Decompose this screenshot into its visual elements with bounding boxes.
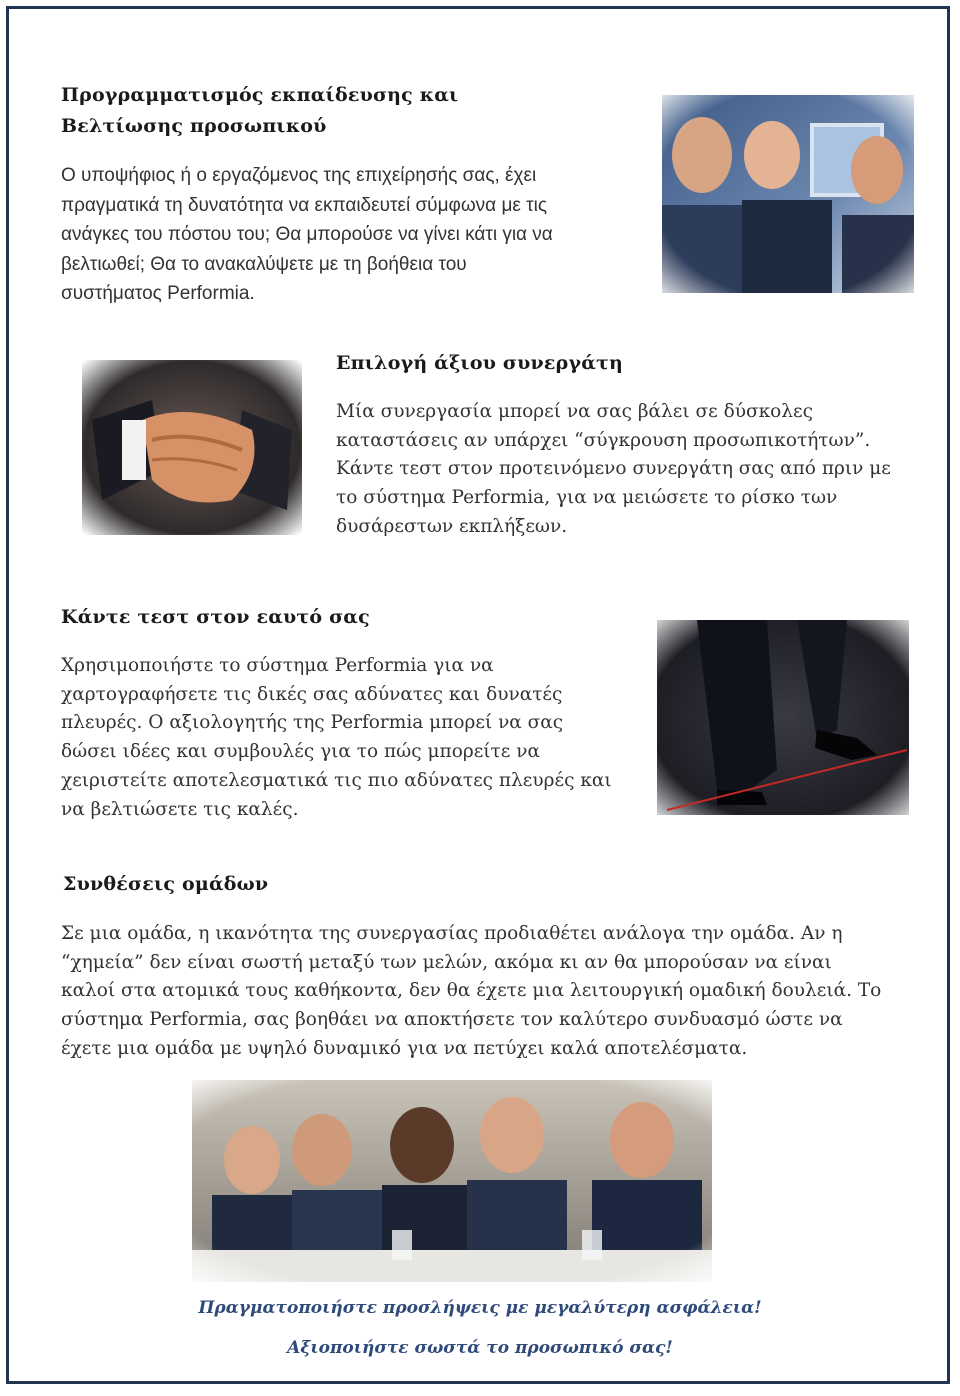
section2-title: Επιλογή άξιου συνεργάτη bbox=[336, 352, 624, 374]
photo-office-colleagues bbox=[662, 95, 914, 293]
slogan-line1: Πραγματοποιήστε προσλήψεις με μεγαλύτερη ασφάλεια! bbox=[198, 1298, 762, 1318]
section3-title: Κάντε τεστ στον εαυτό σας bbox=[61, 606, 370, 628]
section3-body bbox=[61, 652, 612, 824]
section4-line: σύστημα Performia, σας βοηθάει να αποκτήσετε τον καλύτερο συνδυασμό ώστε να bbox=[61, 1009, 843, 1031]
section4-line: Σε μια ομάδα, η ικανότητα της συνεργασίας προδιαθέτει ανάλογα την ομάδα. Αν η bbox=[61, 923, 843, 944]
photo-handshake bbox=[82, 360, 302, 535]
section2-line: καταστάσεις αν υπάρχει “σύγκρουση προσωπικοτήτων”. bbox=[336, 429, 871, 451]
section3-line: χαρτογραφήσετε τις δικές σας αδύνατες και δυνατές bbox=[61, 683, 563, 705]
section1-body bbox=[61, 161, 553, 309]
section3-line: πλευρές. Ο αξιολογητής της Performia μπορεί να σας bbox=[61, 712, 564, 734]
section4-line: “χημεία” δεν είναι σωστή μεταξύ των μελών, ακόμα κι αν θα μπορούσαν να είναι bbox=[61, 951, 832, 973]
photo-walking-leg bbox=[657, 620, 909, 815]
section3-line: Χρησιμοποιήστε το σύστημα Performia για να bbox=[61, 655, 494, 676]
section1-line: πραγματικά τη δυνατότητα να εκπαιδευτεί σύμφωνα με τις bbox=[61, 194, 548, 216]
section1-line: Ο υποψήφιος ή ο εργαζόμενος της επιχείρησής σας, έχει bbox=[61, 165, 537, 186]
section1-line: ανάγκες του πόστου του; Θα μπορούσε να γίνει κάτι για να bbox=[61, 224, 553, 245]
section2-line: Κάντε τεστ στον προτεινόμενο συνεργάτη σας από πριν με bbox=[336, 458, 891, 480]
slogan-line2: Αξιοποιήστε σωστά το προσωπικό σας! bbox=[287, 1338, 673, 1358]
section4-line: έχετε μια ομάδα με υψηλό δυναμικό για να πετύχει καλά αποτελέσματα. bbox=[61, 1037, 748, 1059]
section4-line: καλοί στα ατομικά τους καθήκοντα, δεν θα έχετε μια λειτουργική ομαδική δουλειά. Το bbox=[61, 980, 882, 1002]
section1-title-line1: Προγραμματισμός εκπαίδευσης και bbox=[61, 84, 459, 106]
section2-line: το σύστημα Performia, για να μειώσετε το ρίσκο των bbox=[336, 487, 838, 509]
section4-body bbox=[61, 920, 881, 1064]
section4-title: Συνθέσεις ομάδων bbox=[63, 873, 269, 895]
section2-body bbox=[336, 398, 891, 542]
section1-title-line2: Βελτίωσης προσωπικού bbox=[61, 115, 327, 137]
section3-line: δώσει ιδέες και συμβουλές για το πώς μπορείτε να bbox=[61, 741, 540, 763]
section3-line: χειριστείτε αποτελεσματικά τις πιο αδύνατες πλευρές και bbox=[61, 769, 612, 791]
photo-business-meeting bbox=[192, 1080, 712, 1282]
section2-line: δυσάρεστων εκπλήξεων. bbox=[336, 515, 568, 537]
section3-line: να βελτιώσετε τις καλές. bbox=[61, 798, 299, 820]
section2-line: Μία συνεργασία μπορεί να σας βάλει σε δύσκολες bbox=[336, 401, 813, 422]
section1-line: συστήματος Performia. bbox=[61, 283, 255, 304]
section1-line: βελτιωθεί; Θα το ανακαλύψετε με τη βοήθεια του bbox=[61, 253, 467, 275]
